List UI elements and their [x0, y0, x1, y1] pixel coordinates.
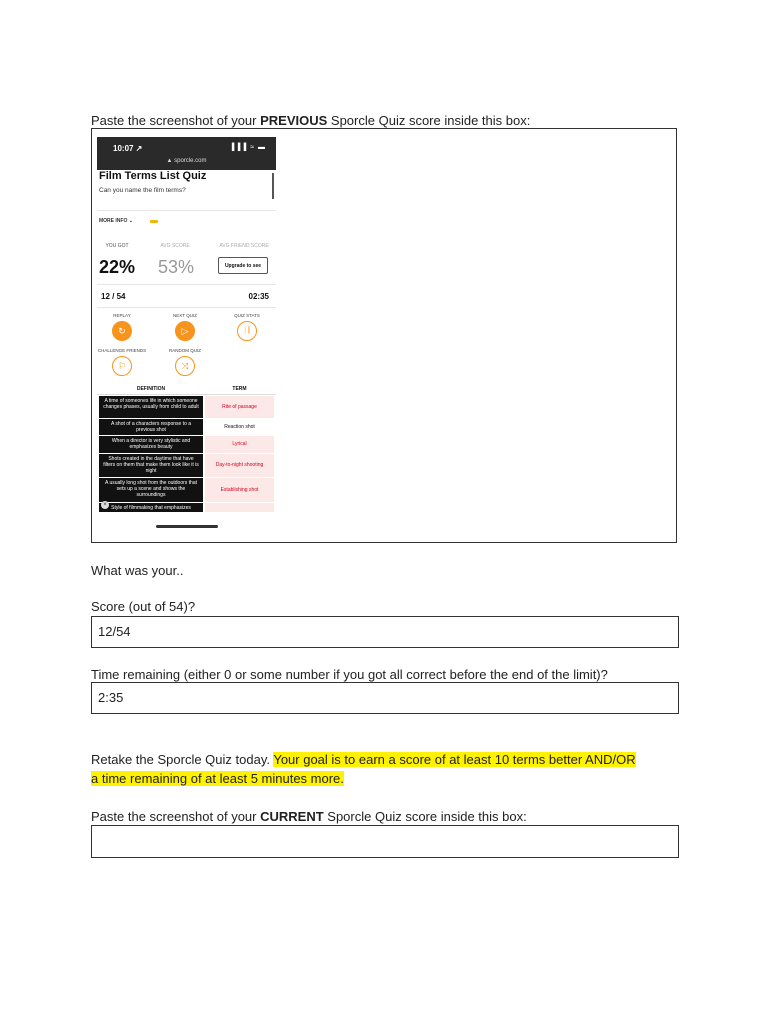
- avg-friend-score-label: AVG FRIEND SCORE: [219, 243, 269, 249]
- avg-score-value: 53%: [158, 257, 195, 277]
- quiz-stats-icon: │┃: [237, 321, 257, 341]
- you-got-label: YOU GOT: [105, 243, 129, 249]
- status-time: 10:07 ↗: [113, 144, 143, 153]
- previous-quiz-screenshot: [97, 137, 276, 534]
- challenge-friends-label: CHALLENGE FRIENDS: [97, 348, 147, 353]
- browser-url: ▲ sporcle.com: [166, 158, 207, 164]
- home-indicator: [156, 525, 218, 528]
- divider: [97, 284, 276, 285]
- term-header: TERM: [232, 386, 247, 392]
- retake-instructions-line1: [91, 752, 636, 768]
- quiz-stats-label: QUIZ STATS: [234, 313, 260, 318]
- table-row-term: Rite of passage: [205, 396, 274, 418]
- current-label-text: Paste the screenshot of your: [91, 809, 261, 824]
- phone-status-bar: [97, 137, 276, 170]
- table-row-term: [205, 503, 274, 512]
- current-box-label: [91, 809, 527, 825]
- current-screenshot-box[interactable]: [91, 825, 679, 858]
- question-intro: What was your..: [91, 563, 184, 578]
- time-remaining-label: Time remaining (either 0 or some number if you got all correct before the end of the limit)?: [91, 667, 608, 682]
- table-row-term: Day-to-night shooting: [205, 454, 274, 477]
- previous-label-suffix: Sporcle Quiz score inside this box:: [327, 113, 531, 128]
- retake-goal-highlight: Your goal is to earn a score of at least 10 terms better AND/OR: [273, 752, 636, 767]
- quiz-subtitle: Can you name the film terms?: [99, 187, 186, 194]
- retake-instructions-line2: [91, 771, 344, 787]
- time-remaining-field[interactable]: 2:35: [91, 682, 679, 714]
- random-quiz-label: RANDOM QUIZ: [169, 348, 201, 353]
- table-row-term: Lyrical: [205, 436, 274, 453]
- more-info-link: MORE INFO ⌄: [99, 218, 133, 224]
- quiz-title: Film Terms List Quiz: [99, 170, 207, 182]
- score-label: Score (out of 54)?: [91, 599, 196, 614]
- score-field[interactable]: 12/54: [91, 616, 679, 648]
- more-info-badge: [150, 220, 158, 223]
- next-quiz-label: NEXT QUIZ: [173, 313, 197, 318]
- table-row-definition: A time of someones life in which someone changes phases, usually from child to adult: [99, 396, 203, 418]
- replay-icon: ↻: [112, 321, 132, 341]
- table-row-definition: When a director is very stylistic and emphasizes beauty: [99, 436, 203, 453]
- table-row-definition: Style of filmmaking that emphasizes: [99, 503, 203, 512]
- scroll-indicator: [272, 173, 274, 199]
- divider: [97, 307, 276, 308]
- table-row-definition: A shot of a characters response to a previous shot: [99, 419, 203, 435]
- divider: [97, 394, 276, 395]
- current-label-suffix: Sporcle Quiz score inside this box:: [323, 809, 527, 824]
- definition-header: DEFINITION: [136, 386, 166, 392]
- table-row-definition: Shots created in the daytime that have filters on them that make them look like it is night: [99, 454, 203, 477]
- you-got-value: 22%: [99, 257, 136, 277]
- previous-label-text: Paste the screenshot of your: [91, 113, 261, 128]
- challenge-friends-icon: ⚐: [112, 356, 132, 376]
- table-row-term: Reaction shot: [205, 419, 274, 435]
- retake-goal-highlight: a time remaining of at least 5 minutes more.: [91, 771, 344, 786]
- retake-text: Retake the Sporcle Quiz today.: [91, 752, 274, 767]
- current-label-bold: CURRENT: [260, 809, 324, 824]
- table-row-term: Establishing shot: [205, 478, 274, 502]
- upgrade-button: Upgrade to see: [218, 257, 268, 274]
- quiz-count: 12 / 54: [101, 292, 126, 301]
- previous-label-bold: PREVIOUS: [260, 113, 328, 128]
- previous-box-label: [91, 113, 530, 129]
- avg-score-label: AVG SCORE: [160, 243, 190, 249]
- next-quiz-icon: ▷: [175, 321, 195, 341]
- replay-label: REPLAY: [113, 313, 131, 318]
- random-quiz-icon: ⤨: [175, 356, 195, 376]
- close-icon: ×: [101, 501, 109, 509]
- divider: [97, 210, 276, 211]
- quiz-time: 02:35: [248, 292, 269, 301]
- table-row-definition: A usually long shot from the outdoors that sets up a scene and shows the surroundings: [99, 478, 203, 502]
- status-icons: ▐▐▐ ≈ ▬: [229, 144, 266, 151]
